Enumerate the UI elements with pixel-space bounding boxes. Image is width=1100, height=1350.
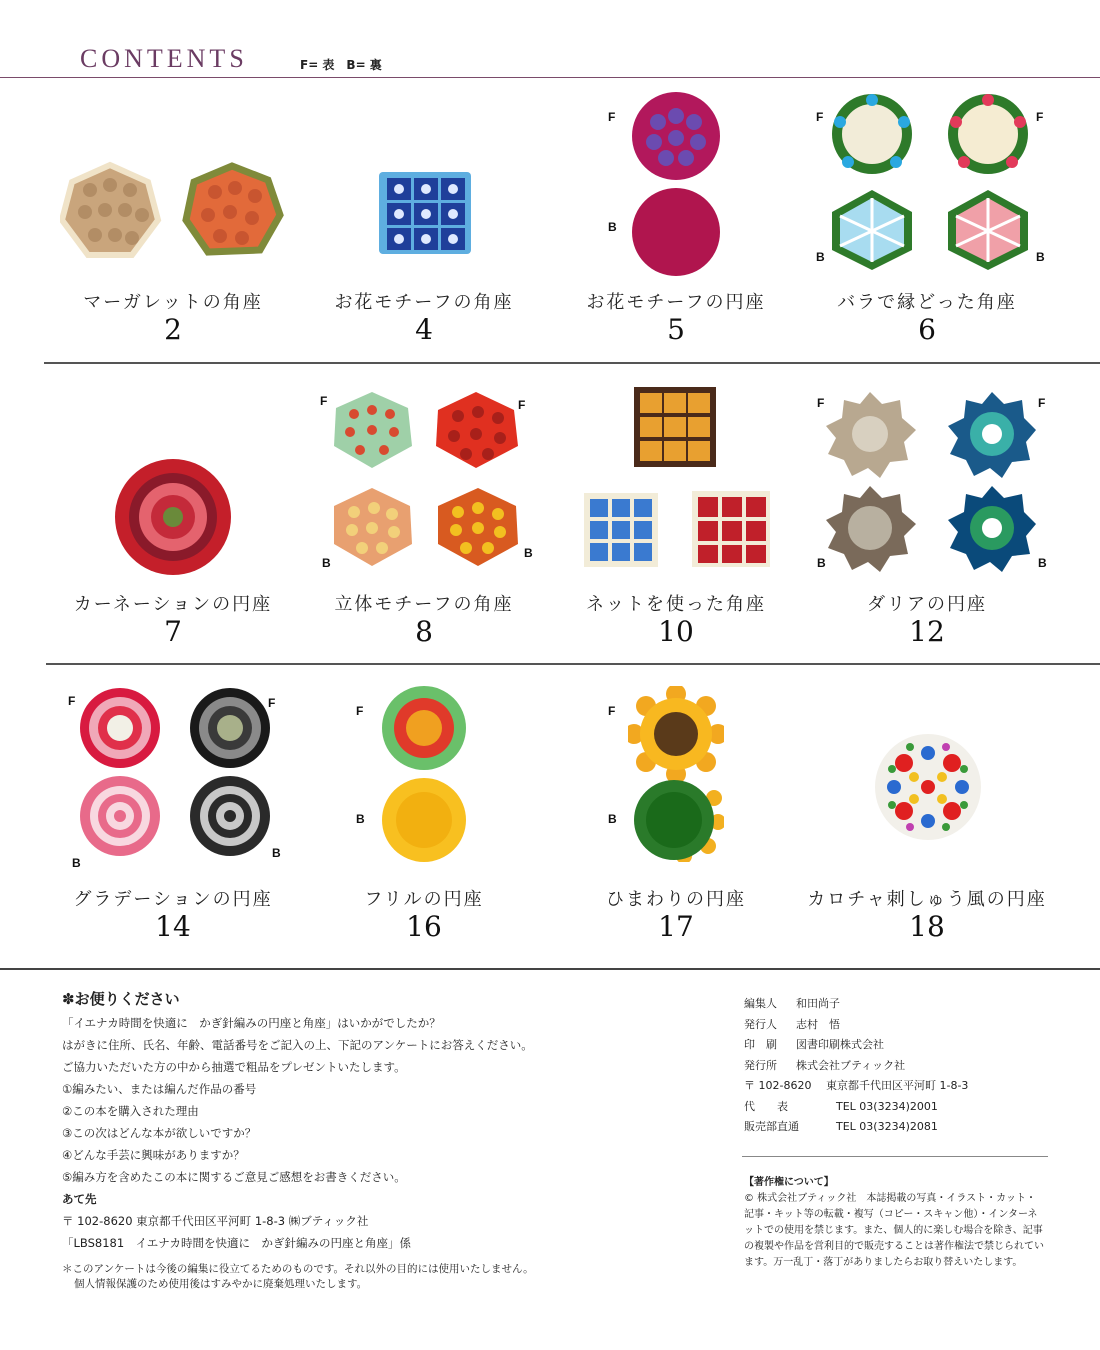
survey-line: はがきに住所、氏名、年齢、電話番号をご記入の上、下記のアンケートにお答えください。: [62, 1038, 533, 1052]
item-name: カーネーションの円座: [73, 594, 273, 615]
label-f: F: [518, 398, 526, 412]
page-number: 12: [909, 615, 945, 648]
item-18: [801, 885, 1053, 943]
address-attn: 「LBS8181 イエナカ時間を快適に かぎ針編みの円座と角座」係: [62, 1236, 411, 1250]
label-b: B: [272, 846, 281, 860]
label-f: F: [817, 396, 825, 410]
privacy-note: [62, 1262, 702, 1292]
page-number: 4: [415, 313, 433, 346]
rose-bordered-square-photo: [828, 92, 1038, 272]
copyright-divider: [742, 1156, 1048, 1157]
carnation-round-photo: [113, 457, 233, 577]
item-name: ダリアの円座: [867, 594, 987, 615]
margaret-square-photo: [60, 160, 300, 260]
page-number: 17: [658, 910, 694, 943]
survey-question: ②この本を購入された理由: [62, 1104, 199, 1118]
colophon-value: TEL 03(3234)2001: [836, 1099, 938, 1113]
label-f: F: [816, 110, 824, 124]
item-8: [298, 590, 550, 648]
survey-question: ⑤編み方を含めたこの本に関するご意見ご感想をお書きください。: [62, 1170, 406, 1184]
colophon-row: [744, 1035, 1054, 1056]
label-b: B: [356, 812, 365, 826]
label-b: B: [1038, 556, 1047, 570]
survey-question: ①編みたい、または編んだ作品の番号: [62, 1082, 257, 1096]
item-12: [801, 590, 1053, 648]
colophon-row: [744, 1076, 1054, 1097]
copyright-title: 【著作権について】: [744, 1177, 834, 1188]
colophon-value: 株式会社ブティック社: [796, 1058, 906, 1072]
page-number: 18: [909, 910, 945, 943]
item-name: マーガレットの角座: [83, 292, 263, 313]
colophon-key: 販売部直通: [744, 1120, 799, 1133]
dahlia-round-photo: [824, 390, 1038, 574]
label-b: B: [817, 556, 826, 570]
privacy-note-line: 個人情報保護のため使用後はすみやかに廃棄処理いたします。: [74, 1278, 368, 1290]
flower-motif-round-photo: [628, 92, 724, 278]
kalocsa-round-photo: [874, 733, 982, 841]
colophon-value: 図書印刷株式会社: [796, 1038, 884, 1051]
page-number: 5: [667, 313, 685, 346]
colophon-value: 和田尚子: [796, 997, 840, 1010]
colophon-row: [744, 1097, 1054, 1118]
survey-line: ご協力いただいた方の中から抽選で粗品をプレゼントいたします。: [62, 1060, 406, 1074]
flower-motif-square-photo: [375, 168, 475, 258]
contents-header: [0, 0, 1100, 78]
colophon: [744, 994, 1054, 1138]
label-f: F: [608, 704, 616, 718]
label-f: F: [356, 704, 364, 718]
label-b: B: [1036, 250, 1045, 264]
survey-title: ✽お便りください: [62, 990, 180, 1008]
colophon-value: TEL 03(3234)2081: [836, 1120, 938, 1133]
reader-survey: [62, 988, 702, 1292]
item-name: お花モチーフの円座: [586, 292, 766, 313]
item-name: 立体モチーフの角座: [334, 594, 514, 615]
copyright-notice: [744, 1175, 1044, 1271]
page-number: 14: [155, 910, 191, 943]
sunflower-round-photo: [628, 686, 724, 862]
net-square-photo: [582, 385, 772, 570]
label-b: B: [608, 220, 617, 234]
item-16: [298, 885, 550, 943]
survey-question: ④どんな手芸に興味がありますか？: [62, 1148, 245, 1162]
item-4: [298, 288, 550, 346]
survey-line: 「イエナカ時間を快適に かぎ針編みの円座と角座」はいかがでしたか？: [62, 1016, 441, 1030]
item-17: [550, 885, 802, 943]
label-f: F: [1036, 110, 1044, 124]
colophon-value: 東京都千代田区平河町 1-8-3: [826, 1079, 969, 1092]
section-divider: [0, 968, 1100, 970]
item-5: [550, 288, 802, 346]
label-f: F: [320, 394, 328, 408]
item-14: [47, 885, 299, 943]
colophon-key: 代 表: [744, 1099, 788, 1113]
item-name: フリルの円座: [364, 889, 484, 910]
address: 〒 102-8620 東京都千代田区平河町 1-8-3 ㈱ブティック社: [62, 1214, 369, 1228]
gradation-round-photo: [78, 688, 274, 858]
item-6: [801, 288, 1053, 346]
item-name: ひまわりの円座: [606, 889, 746, 910]
label-f: F: [1038, 396, 1046, 410]
page-number: 8: [415, 615, 433, 648]
item-10: [550, 590, 802, 648]
label-b: B: [72, 856, 81, 870]
privacy-note-line: ＊このアンケートは今後の編集に役立てるためのものです。それ以外の目的には使用いたしません。: [62, 1263, 534, 1275]
fb-legend: F= 表 B= 裏: [300, 58, 382, 72]
colophon-key: 発行所: [744, 1058, 777, 1072]
row-divider-2: [46, 663, 1100, 665]
copyright-text: © 株式会社ブティック社 本誌掲載の写真・イラスト・カット・記事・キット等の転載・複写（コピー・スキャン他）・インターネットでの使用を禁じます。また、個人的に楽しむ場合を除き、記事の複製や作品を営利目的で販売することは著作権法で禁じられています。万一乱丁・落丁がありましたらお取り替えいたします。: [744, 1193, 1044, 1268]
colophon-key: 印 刷: [744, 1038, 777, 1051]
item-7: [47, 590, 299, 648]
survey-question: ③この次はどんな本が欲しいですか？: [62, 1126, 257, 1140]
colophon-value: 志村 悟: [796, 1017, 840, 1031]
item-name: お花モチーフの角座: [334, 292, 514, 313]
colophon-row: [744, 994, 1054, 1015]
address-label: あて先: [62, 1192, 97, 1206]
label-f: F: [68, 694, 76, 708]
frill-round-photo: [378, 686, 470, 864]
page-title: CONTENTS: [80, 44, 248, 73]
page-number: 7: [164, 615, 182, 648]
item-name: グラデーションの円座: [73, 889, 273, 910]
page-number: 10: [658, 615, 694, 648]
colophon-row: [744, 1056, 1054, 1077]
item-2: [47, 288, 299, 346]
colophon-key: 編集人: [744, 997, 777, 1010]
label-b: B: [524, 546, 533, 560]
page-number: 16: [406, 910, 442, 943]
label-b: B: [322, 556, 331, 570]
label-f: F: [608, 110, 616, 124]
label-b: B: [608, 812, 617, 826]
page-number: 6: [918, 313, 936, 346]
page-number: 2: [164, 313, 182, 346]
colophon-key: 発行人: [744, 1017, 777, 1031]
colophon-key: 〒 102-8620: [744, 1079, 812, 1092]
colophon-row: [744, 1117, 1054, 1138]
label-b: B: [816, 250, 825, 264]
item-name: カロチャ刺しゅう風の円座: [807, 889, 1047, 910]
colophon-row: [744, 1015, 1054, 1036]
row-divider-1: [44, 362, 1100, 364]
item-name: ネットを使った角座: [586, 594, 766, 615]
item-name: バラで縁どった角座: [837, 292, 1017, 313]
3d-motif-square-photo: [330, 388, 526, 568]
label-f: F: [268, 696, 276, 710]
